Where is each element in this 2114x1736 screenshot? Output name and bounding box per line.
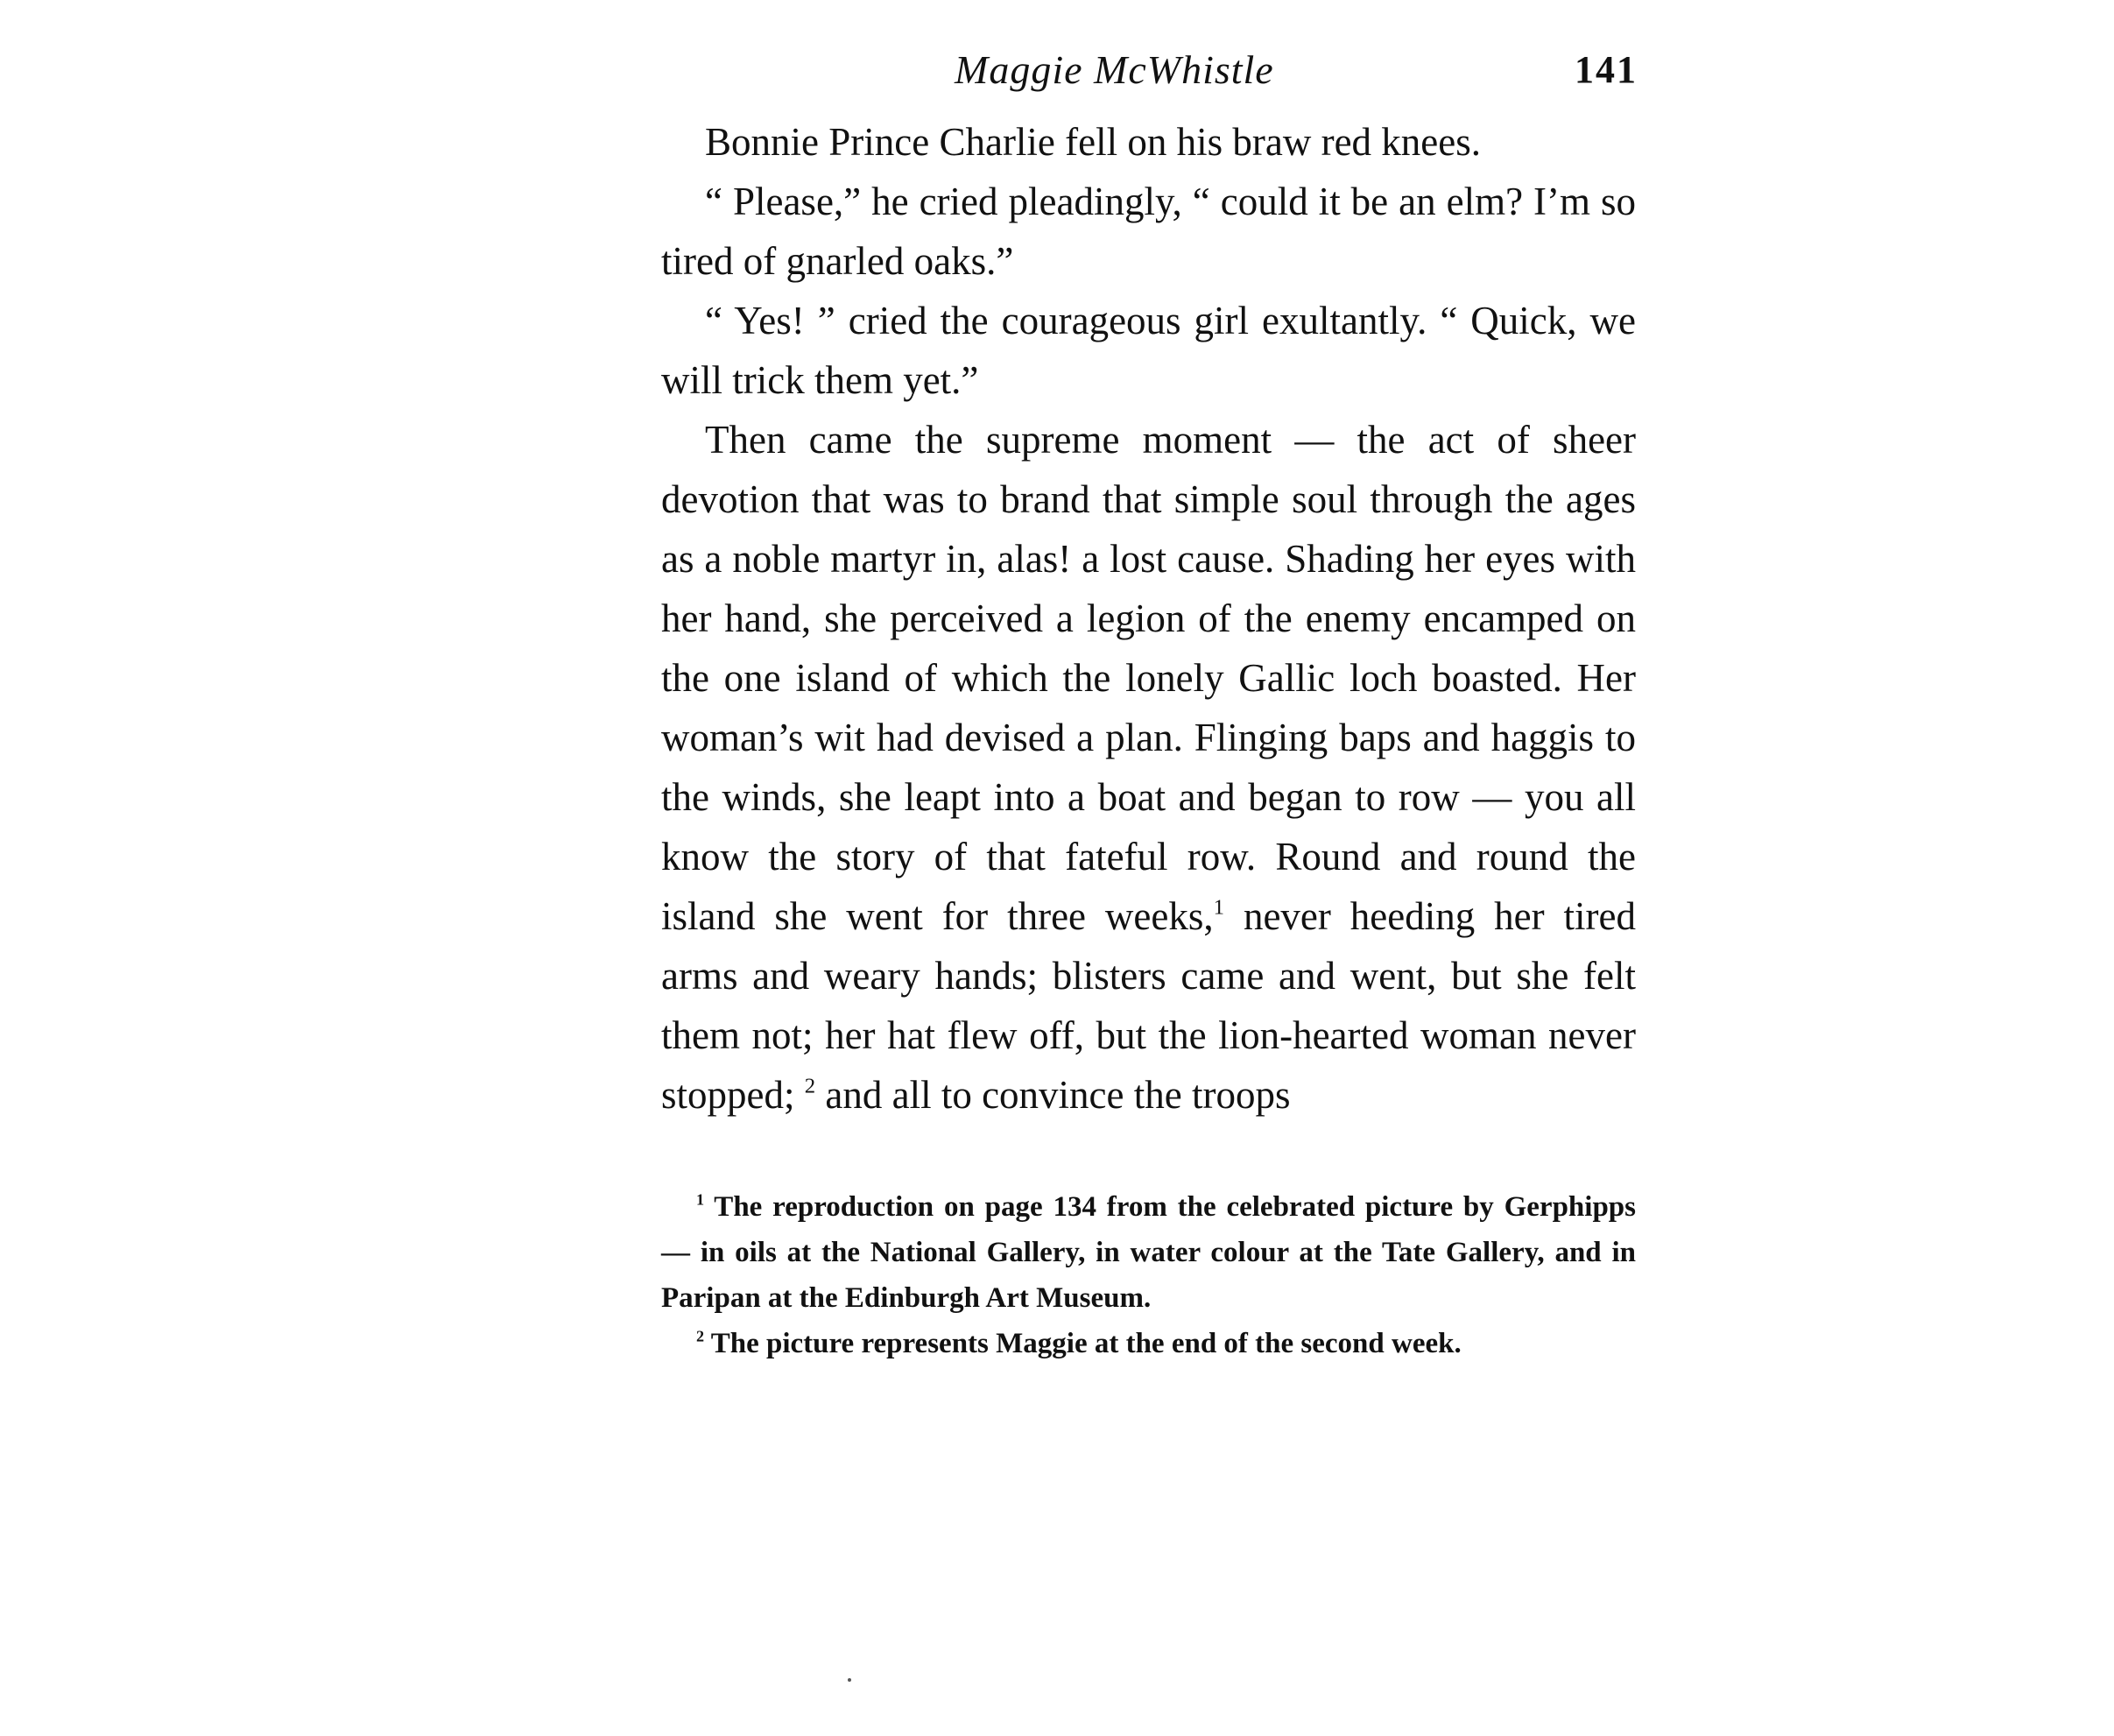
footnote-text: The picture represents Maggie at the end of the second week. (704, 1328, 1462, 1359)
footnote (661, 1184, 1636, 1321)
paragraph (661, 410, 1636, 1125)
footnote-marker: 2 (696, 1327, 705, 1345)
paragraph (661, 291, 1636, 410)
body-text (661, 112, 1636, 1125)
footnote-ref: 1 (1213, 895, 1225, 920)
text-segment: “ Yes! ” cried the courageous girl exultantly. “ Quick, we will trick them yet.” (661, 299, 1636, 402)
paragraph (661, 112, 1636, 172)
scan-speck (848, 1678, 851, 1682)
paragraph (661, 172, 1636, 291)
text-segment: Bonnie Prince Charlie fell on his braw red knees. (705, 120, 1482, 164)
footnote-ref: 2 (804, 1074, 816, 1098)
text-segment: never heeding her tired arms and weary hands; blisters came and went, but she felt them not; her hat flew off, but the lion-hearted woman never stopped; (661, 894, 1637, 1117)
page-number: 141 (1575, 48, 1638, 91)
text-segment: and all to convince the troops (815, 1073, 1291, 1117)
text-segment: “ Please,” he cried pleadingly, “ could it be an elm? I’m so tired of gnarled oaks.” (661, 180, 1636, 283)
footnote (661, 1321, 1636, 1366)
footnote-marker: 1 (696, 1190, 705, 1209)
running-title: Maggie McWhistle (955, 47, 1274, 92)
running-head (955, 39, 1638, 101)
footnotes (661, 1184, 1636, 1366)
text-segment: Then came the supreme moment — the act of sheer devotion that was to brand that simple soul through the ages as a noble martyr in, alas! a lost cause. Shading her eyes with her hand, she perceived a legion of the enemy encamped on the one island of which the lonely Gallic loch boasted. Her woman’s wit had devised a plan. Flinging baps and haggis to the winds, she leapt into a boat and began to row — you all know the story of that fateful row. Round and round the island she went for three weeks, (661, 418, 1636, 938)
footnote-text: The reproduction on page 134 from the celebrated picture by Gerphipps — in oils at the National Gallery, in water colour at the Tate Gallery, and in Paripan at the Edinburgh Art Museum. (661, 1191, 1636, 1314)
